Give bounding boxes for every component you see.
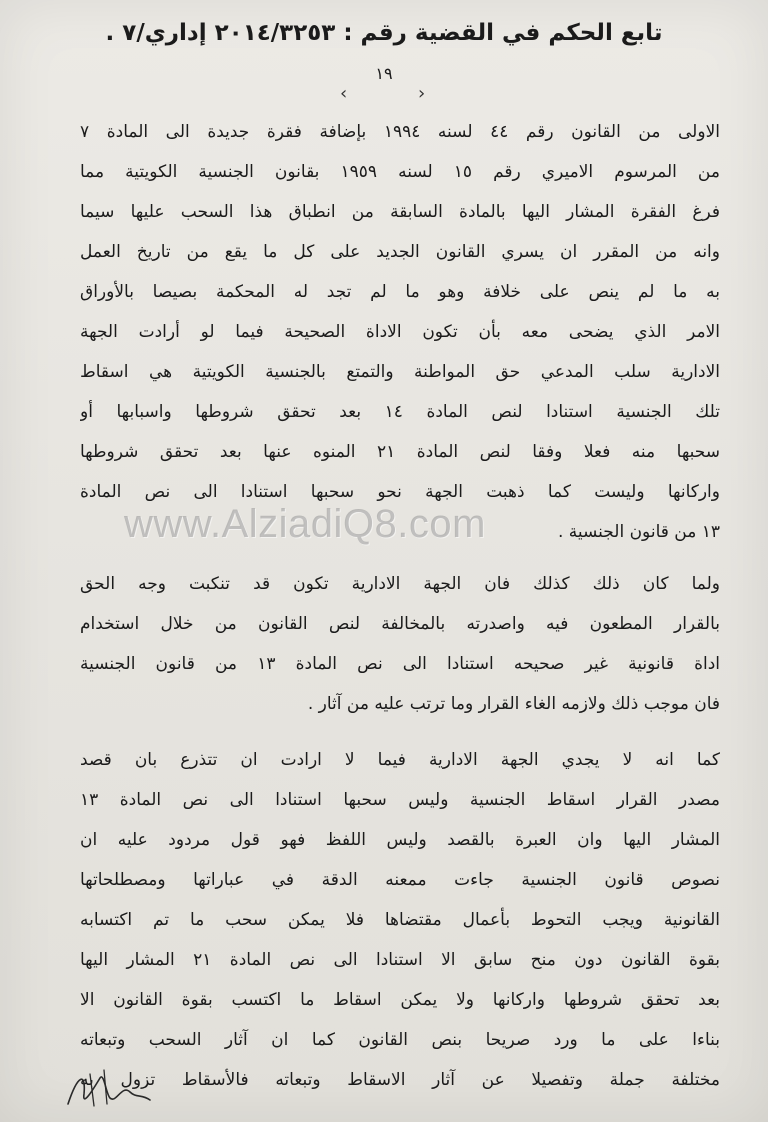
text-line: وانه من المقرر ان يسري القانون الجديد على كل ما يقع من تاريخ العمل xyxy=(80,242,720,262)
signature-mark xyxy=(60,1064,160,1114)
text-line: تلك الجنسية استنادا لنص المادة ١٤ بعد تحقق شروطها واسبابها أو xyxy=(80,402,720,422)
text-line: الاولى من القانون رقم ٤٤ لسنه ١٩٩٤ بإضافة فقرة جديدة الى المادة ٧ xyxy=(80,122,720,142)
text-line: مختلفة جملة وتفصيلا عن آثار الاسقاط وتبعاته فالأسقاط تزول به xyxy=(80,1070,720,1090)
text-line: بعد تحقق شروطها واركانها ولا يمكن اسقاط ما اكتسب بقوة القانون الا xyxy=(80,990,720,1010)
text-line: به ما لم ينص على خلافة وهو ما لم تجد له المحكمة بصيصا بالأوراق xyxy=(80,282,720,302)
text-line: كما انه لا يجدي الجهة الادارية فيما لا ارادت ان تتذرع بان قصد xyxy=(80,750,720,770)
right-mark: › xyxy=(418,83,426,104)
page-number: ١٩ xyxy=(375,64,393,83)
text-line: فرغ الفقرة المشار اليها بالمادة السابقة من انطباق هذا السحب عليها سيما xyxy=(80,202,720,222)
text-line: اداة قانونية غير صحيحه استنادا الى نص المادة ١٣ من قانون الجنسية xyxy=(80,654,720,674)
judgment-body xyxy=(80,112,720,1100)
text-line: بناءا على ما ورد صريحا بنص القانون كما ان آثار السحب وتبعاته xyxy=(80,1030,720,1050)
text-line: سحبها منه فعلا وفقا لنص المادة ٢١ المنوه عنها بعد تحقق شروطها xyxy=(80,442,720,462)
page-header: تابع الحكم في القضية رقم : ٢٠١٤/٣٢٥٣ إداري/٧ . xyxy=(105,20,663,46)
paragraph-gap xyxy=(80,724,720,740)
text-line: بالقرار المطعون فيه واصدرته بالمخالفة لنص القانون من خلال استخدام xyxy=(80,614,720,634)
text-line: القانونية ويجب التحوط بأعمال مقتضاها فلا يمكن سحب ما تم اكتسابه xyxy=(80,910,720,930)
text-line: ولما كان ذلك كذلك فان الجهة الادارية تكون قد تنكبت وجه الحق xyxy=(80,574,720,594)
site-watermark: www.AlziadiQ8.com xyxy=(124,502,486,546)
text-line: نصوص قانون الجنسية جاءت ممعنه الدقة في عباراتها ومصطلحاتها xyxy=(80,870,720,890)
text-line: الادارية سلب المدعي حق المواطنة والتمتع بالجنسية الكويتية هي اسقاط xyxy=(80,362,720,382)
left-mark: ‹ xyxy=(340,83,348,104)
text-line: واركانها وليست كما ذهبت الجهة نحو سحبها استنادا الى نص المادة xyxy=(80,482,720,502)
text-line: مصدر القرار اسقاط الجنسية وليس سحبها استنادا الى نص المادة ١٣ xyxy=(80,790,720,810)
text-line: ١٣ من قانون الجنسية . xyxy=(557,522,720,542)
text-line: بقوة القانون دون منح سابق الا استنادا الى نص المادة ٢١ المشار اليها xyxy=(80,950,720,970)
text-line: الامر الذي يضحى معه بأن تكون الاداة الصحيحة فيما لو أرادت الجهة xyxy=(80,322,720,342)
text-line: فان موجب ذلك ولازمه الغاء القرار وما ترتب عليه من آثار . xyxy=(307,694,720,714)
text-line: المشار اليها وان العبرة بالقصد وليس اللفظ فهو قول مردود عليه ان xyxy=(80,830,720,850)
text-line: من المرسوم الاميري رقم ١٥ لسنه ١٩٥٩ بقانون الجنسية الكويتية مما xyxy=(80,162,720,182)
paragraph-gap xyxy=(80,552,720,564)
